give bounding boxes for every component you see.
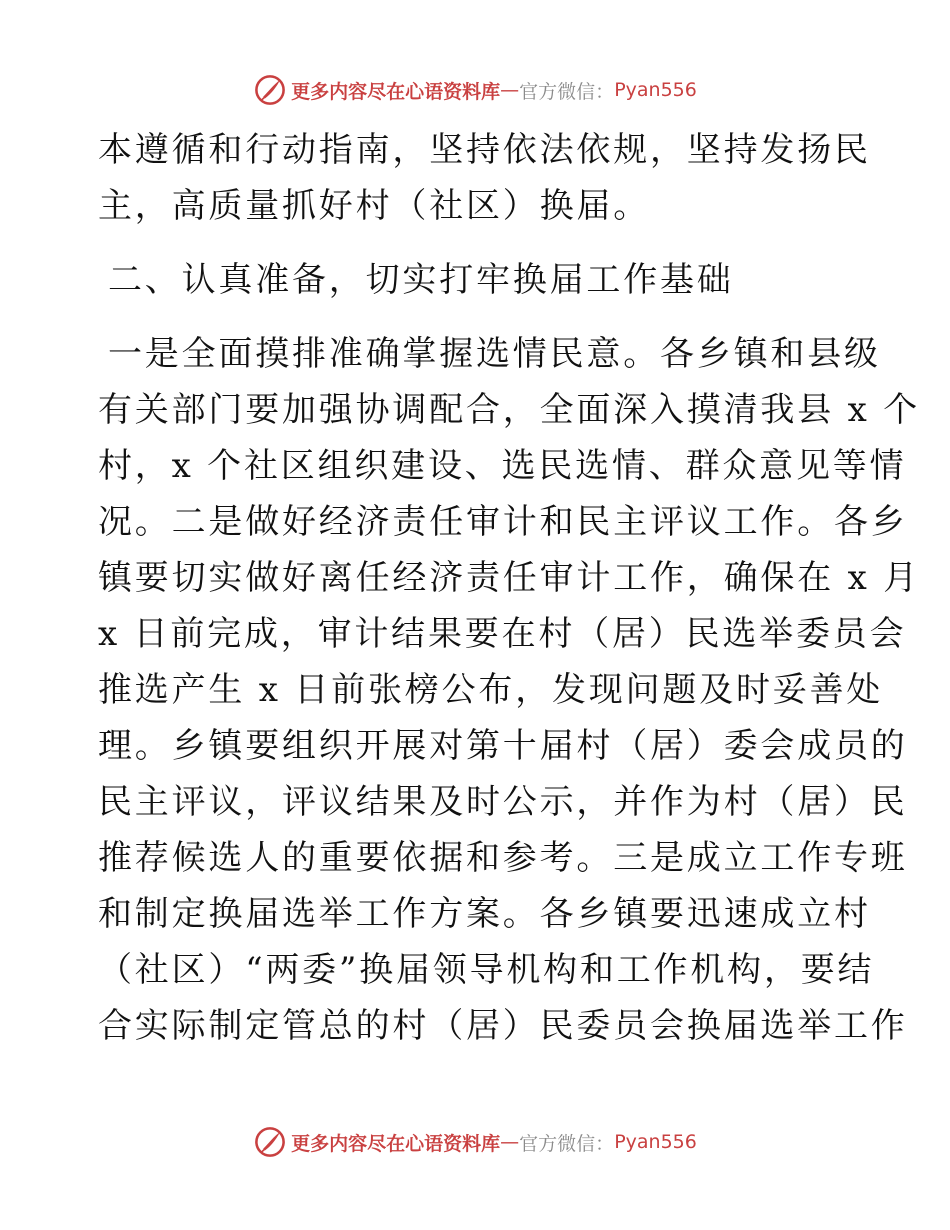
watermark-separator: —: [500, 79, 520, 101]
watermark-title: 更多内容尽在心语资料库: [291, 1132, 501, 1155]
body-line: （社区）“两委”换届领导机构和工作机构，要结: [98, 950, 875, 990]
body-line: 推选产生 x 日前张榜公布，发现问题及时妥善处: [98, 670, 884, 710]
body-line: 有关部门要加强协调配合，全面深入摸清我县 x 个: [98, 390, 920, 430]
body-line: 主，高质量抓好村（社区）换届。: [98, 186, 650, 226]
watermark-wechat-id: Pyan556: [614, 79, 697, 101]
body-line: 本遵循和行动指南，坚持依法依规，坚持发扬民: [98, 130, 871, 170]
watermark-title: 更多内容尽在心语资料库: [291, 80, 501, 103]
body-line: 村，x 个社区组织建设、选民选情、群众意见等情: [98, 446, 907, 486]
feather-seal-icon: [253, 73, 287, 107]
feather-seal-icon: [253, 1125, 287, 1159]
body-line: 合实际制定管总的村（居）民委员会换届选举工作: [98, 1006, 908, 1046]
body-line: 民主评议，评议结果及时公示，并作为村（居）民: [98, 782, 908, 822]
watermark-label: 官方微信：: [519, 1132, 615, 1155]
header-watermark: [0, 70, 950, 110]
watermark-separator: —: [500, 1131, 520, 1153]
body-line: x 日前完成，审计结果要在村（居）民选举委员会: [98, 614, 907, 654]
body-line: 推荐候选人的重要依据和参考。三是成立工作专班: [98, 838, 908, 878]
section-heading: 二、认真准备，切实打牢换届工作基础: [108, 260, 734, 300]
footer-watermark: [0, 1122, 950, 1162]
watermark-wechat-id: Pyan556: [614, 1131, 697, 1153]
body-line: 镇要切实做好离任经济责任审计工作，确保在 x 月: [98, 558, 920, 598]
body-line: 一是全面摸排准确掌握选情民意。各乡镇和县级: [108, 334, 881, 374]
body-line: 况。二是做好经济责任审计和民主评议工作。各乡: [98, 502, 908, 542]
body-line: 理。乡镇要组织开展对第十届村（居）委会成员的: [98, 726, 908, 766]
body-line: 和制定换届选举工作方案。各乡镇要迅速成立村: [98, 894, 871, 934]
watermark-label: 官方微信：: [519, 80, 615, 103]
document-body: [98, 122, 920, 1054]
